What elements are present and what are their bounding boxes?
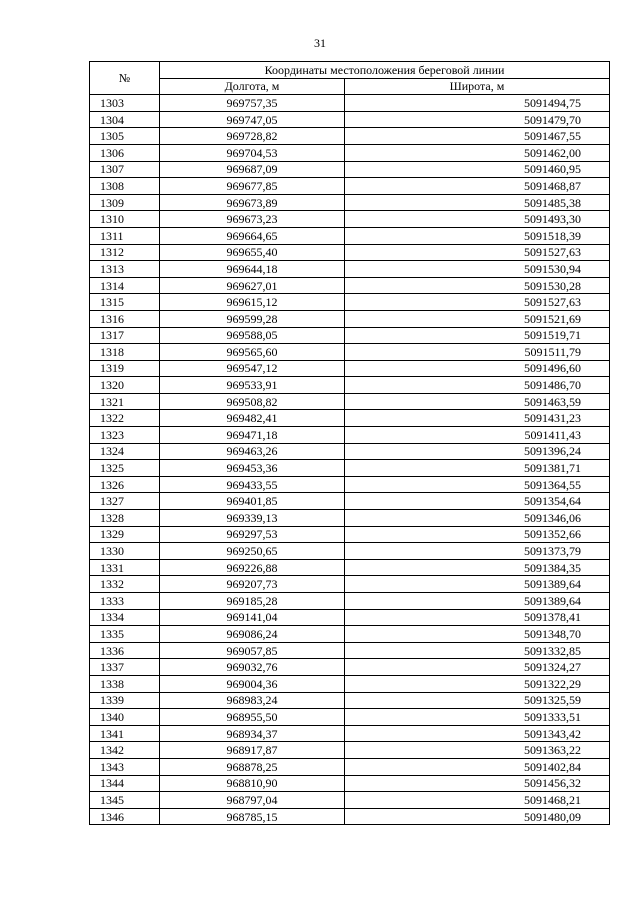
cell-number: 1329: [90, 526, 160, 543]
cell-latitude: 5091527,63: [345, 294, 610, 311]
table-row: [90, 294, 610, 311]
cell-number: 1341: [90, 725, 160, 742]
cell-latitude: 5091521,69: [345, 310, 610, 327]
page-number: 31: [314, 36, 326, 50]
cell-number: 1339: [90, 692, 160, 709]
table-row: [90, 526, 610, 543]
column-header-latitude: Широта, м: [345, 78, 610, 95]
cell-latitude: 5091332,85: [345, 642, 610, 659]
cell-longitude: 969401,85: [160, 493, 345, 510]
table-row: [90, 758, 610, 775]
table-row: [90, 593, 610, 610]
cell-longitude: 969673,23: [160, 211, 345, 228]
cell-number: 1318: [90, 344, 160, 361]
cell-number: 1333: [90, 593, 160, 610]
table-row: [90, 476, 610, 493]
cell-longitude: 969463,26: [160, 443, 345, 460]
table-row: [90, 742, 610, 759]
table-row: [90, 493, 610, 510]
cell-latitude: 5091378,41: [345, 609, 610, 626]
cell-longitude: 969339,13: [160, 510, 345, 527]
cell-number: 1308: [90, 178, 160, 195]
cell-latitude: 5091496,60: [345, 360, 610, 377]
cell-number: 1338: [90, 675, 160, 692]
cell-latitude: 5091352,66: [345, 526, 610, 543]
table-row: [90, 692, 610, 709]
table-row: [90, 427, 610, 444]
cell-longitude: 969086,24: [160, 626, 345, 643]
table-row: [90, 194, 610, 211]
table-row: [90, 510, 610, 527]
cell-longitude: 969687,09: [160, 161, 345, 178]
cell-number: 1332: [90, 576, 160, 593]
cell-number: 1326: [90, 476, 160, 493]
cell-latitude: 5091530,28: [345, 277, 610, 294]
cell-latitude: 5091396,24: [345, 443, 610, 460]
cell-latitude: 5091322,29: [345, 675, 610, 692]
cell-longitude: 969565,60: [160, 344, 345, 361]
cell-longitude: 969655,40: [160, 244, 345, 261]
table-row: [90, 410, 610, 427]
cell-number: 1307: [90, 161, 160, 178]
header-row-group: [90, 62, 610, 79]
cell-number: 1331: [90, 559, 160, 576]
table-row: [90, 792, 610, 809]
cell-number: 1306: [90, 144, 160, 161]
header-row-sub: [90, 78, 610, 95]
cell-latitude: 5091354,64: [345, 493, 610, 510]
cell-longitude: 968810,90: [160, 775, 345, 792]
cell-latitude: 5091431,23: [345, 410, 610, 427]
cell-latitude: 5091373,79: [345, 543, 610, 560]
cell-latitude: 5091381,71: [345, 460, 610, 477]
column-header-number: №: [90, 62, 160, 95]
cell-latitude: 5091462,00: [345, 144, 610, 161]
cell-latitude: 5091346,06: [345, 510, 610, 527]
cell-number: 1320: [90, 377, 160, 394]
coordinates-table: [89, 61, 610, 825]
cell-number: 1336: [90, 642, 160, 659]
cell-latitude: 5091363,22: [345, 742, 610, 759]
cell-latitude: 5091411,43: [345, 427, 610, 444]
cell-number: 1322: [90, 410, 160, 427]
cell-longitude: 969141,04: [160, 609, 345, 626]
cell-longitude: 969250,65: [160, 543, 345, 560]
cell-number: 1319: [90, 360, 160, 377]
cell-number: 1313: [90, 261, 160, 278]
cell-number: 1314: [90, 277, 160, 294]
cell-latitude: 5091519,71: [345, 327, 610, 344]
cell-number: 1330: [90, 543, 160, 560]
table-row: [90, 310, 610, 327]
table-row: [90, 95, 610, 112]
cell-longitude: 969673,89: [160, 194, 345, 211]
cell-number: 1327: [90, 493, 160, 510]
cell-number: 1325: [90, 460, 160, 477]
cell-longitude: 969533,91: [160, 377, 345, 394]
cell-latitude: 5091511,79: [345, 344, 610, 361]
cell-longitude: 968955,50: [160, 709, 345, 726]
cell-longitude: 969185,28: [160, 593, 345, 610]
cell-latitude: 5091324,27: [345, 659, 610, 676]
cell-longitude: 969547,12: [160, 360, 345, 377]
cell-longitude: 969508,82: [160, 393, 345, 410]
table-row: [90, 609, 610, 626]
cell-latitude: 5091530,94: [345, 261, 610, 278]
cell-longitude: 969588,05: [160, 327, 345, 344]
cell-number: 1304: [90, 111, 160, 128]
cell-number: 1311: [90, 227, 160, 244]
table-row: [90, 576, 610, 593]
cell-number: 1337: [90, 659, 160, 676]
cell-longitude: 969599,28: [160, 310, 345, 327]
cell-latitude: 5091348,70: [345, 626, 610, 643]
cell-longitude: 969471,18: [160, 427, 345, 444]
table-row: [90, 659, 610, 676]
cell-number: 1345: [90, 792, 160, 809]
cell-longitude: 969704,53: [160, 144, 345, 161]
cell-longitude: 969664,65: [160, 227, 345, 244]
table-row: [90, 144, 610, 161]
cell-latitude: 5091493,30: [345, 211, 610, 228]
cell-latitude: 5091468,21: [345, 792, 610, 809]
table-row: [90, 178, 610, 195]
column-group-header-coordinates: Координаты местоположения береговой линии: [160, 62, 610, 79]
cell-latitude: 5091480,09: [345, 808, 610, 825]
cell-number: 1321: [90, 393, 160, 410]
cell-latitude: 5091527,63: [345, 244, 610, 261]
cell-latitude: 5091518,39: [345, 227, 610, 244]
cell-latitude: 5091384,35: [345, 559, 610, 576]
cell-number: 1343: [90, 758, 160, 775]
table-row: [90, 642, 610, 659]
cell-longitude: 969226,88: [160, 559, 345, 576]
cell-longitude: 969615,12: [160, 294, 345, 311]
cell-longitude: 969032,76: [160, 659, 345, 676]
cell-number: 1303: [90, 95, 160, 112]
cell-number: 1346: [90, 808, 160, 825]
cell-longitude: 969728,82: [160, 128, 345, 145]
cell-longitude: 969004,36: [160, 675, 345, 692]
table-row: [90, 327, 610, 344]
cell-number: 1317: [90, 327, 160, 344]
cell-longitude: 968797,04: [160, 792, 345, 809]
cell-longitude: 969207,73: [160, 576, 345, 593]
table-row: [90, 808, 610, 825]
table-row: [90, 393, 610, 410]
cell-latitude: 5091467,55: [345, 128, 610, 145]
cell-latitude: 5091479,70: [345, 111, 610, 128]
cell-longitude: 969677,85: [160, 178, 345, 195]
cell-latitude: 5091456,32: [345, 775, 610, 792]
table-row: [90, 460, 610, 477]
table-row: [90, 111, 610, 128]
cell-longitude: 969433,55: [160, 476, 345, 493]
table-row: [90, 559, 610, 576]
cell-latitude: 5091389,64: [345, 576, 610, 593]
table-row: [90, 244, 610, 261]
cell-longitude: 969482,41: [160, 410, 345, 427]
cell-latitude: 5091364,55: [345, 476, 610, 493]
cell-latitude: 5091494,75: [345, 95, 610, 112]
cell-number: 1344: [90, 775, 160, 792]
cell-latitude: 5091389,64: [345, 593, 610, 610]
cell-number: 1305: [90, 128, 160, 145]
cell-longitude: 969297,53: [160, 526, 345, 543]
cell-longitude: 969644,18: [160, 261, 345, 278]
cell-latitude: 5091460,95: [345, 161, 610, 178]
cell-number: 1315: [90, 294, 160, 311]
table-row: [90, 377, 610, 394]
cell-latitude: 5091463,59: [345, 393, 610, 410]
cell-longitude: 968917,87: [160, 742, 345, 759]
cell-number: 1334: [90, 609, 160, 626]
cell-number: 1340: [90, 709, 160, 726]
cell-longitude: 969453,36: [160, 460, 345, 477]
table-row: [90, 360, 610, 377]
table-row: [90, 128, 610, 145]
cell-number: 1324: [90, 443, 160, 460]
cell-longitude: 969757,35: [160, 95, 345, 112]
cell-longitude: 968934,37: [160, 725, 345, 742]
cell-latitude: 5091325,59: [345, 692, 610, 709]
cell-latitude: 5091486,70: [345, 377, 610, 394]
table-row: [90, 277, 610, 294]
table-row: [90, 227, 610, 244]
cell-number: 1310: [90, 211, 160, 228]
cell-latitude: 5091333,51: [345, 709, 610, 726]
cell-number: 1309: [90, 194, 160, 211]
table-row: [90, 775, 610, 792]
cell-latitude: 5091485,38: [345, 194, 610, 211]
cell-number: 1328: [90, 510, 160, 527]
cell-number: 1323: [90, 427, 160, 444]
table-row: [90, 543, 610, 560]
cell-latitude: 5091343,42: [345, 725, 610, 742]
table-row: [90, 443, 610, 460]
cell-number: 1312: [90, 244, 160, 261]
table-row: [90, 344, 610, 361]
table-row: [90, 161, 610, 178]
cell-latitude: 5091402,84: [345, 758, 610, 775]
cell-latitude: 5091468,87: [345, 178, 610, 195]
table-row: [90, 261, 610, 278]
cell-longitude: 969627,01: [160, 277, 345, 294]
table-row: [90, 626, 610, 643]
cell-number: 1335: [90, 626, 160, 643]
cell-longitude: 969057,85: [160, 642, 345, 659]
cell-longitude: 969747,05: [160, 111, 345, 128]
column-header-longitude: Долгота, м: [160, 78, 345, 95]
cell-longitude: 968785,15: [160, 808, 345, 825]
cell-number: 1342: [90, 742, 160, 759]
table-header: [90, 62, 610, 95]
cell-longitude: 968983,24: [160, 692, 345, 709]
cell-longitude: 968878,25: [160, 758, 345, 775]
table-row: [90, 709, 610, 726]
cell-number: 1316: [90, 310, 160, 327]
table-row: [90, 675, 610, 692]
table-row: [90, 725, 610, 742]
table-body: [90, 95, 610, 825]
table-row: [90, 211, 610, 228]
